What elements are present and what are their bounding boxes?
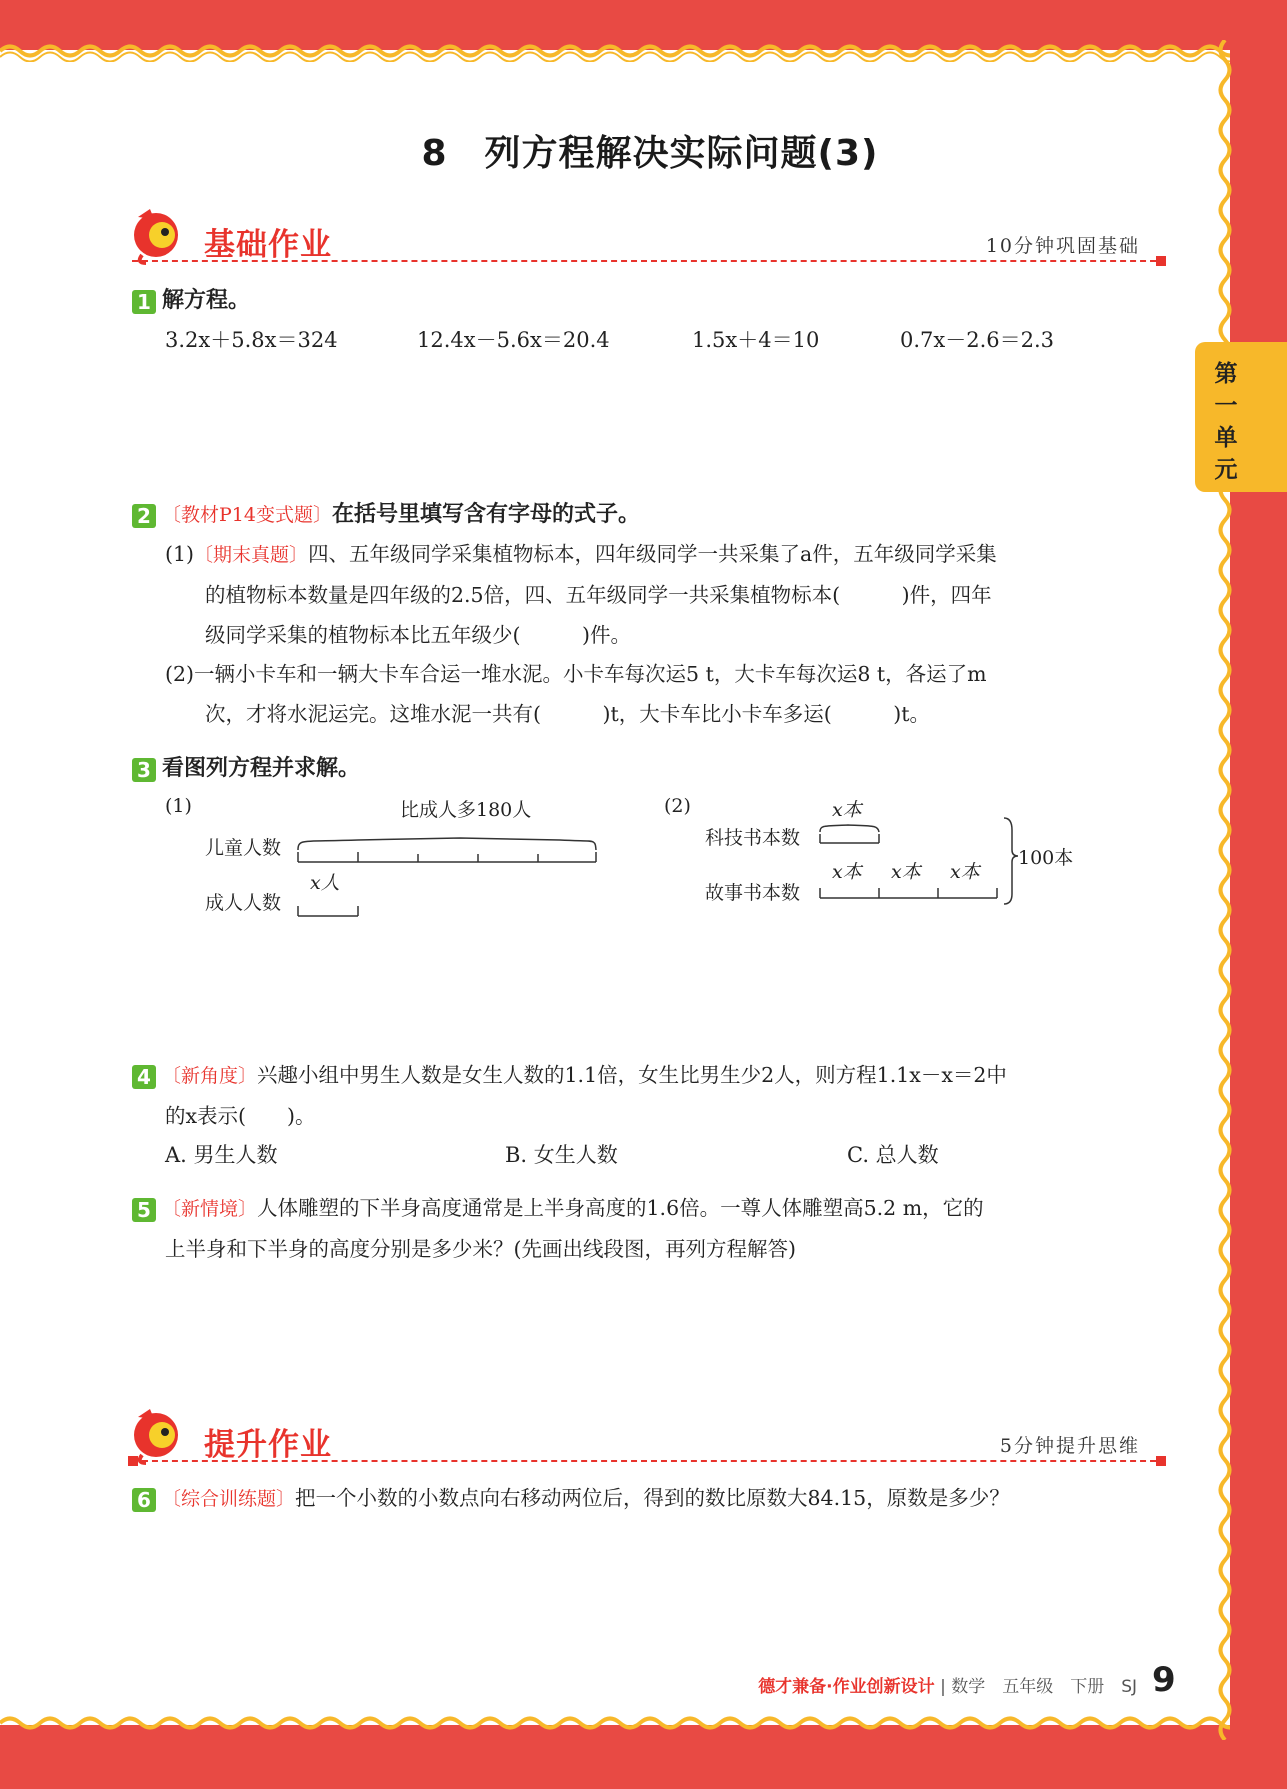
question-text-line-2: 上半身和下半身的高度分别是多少米？(先画出线段图，再列方程解答) <box>165 1237 796 1261</box>
diagram-2-label: (2) <box>664 795 691 817</box>
question-text-line-1: 人体雕塑的下半身高度通常是上半身高度的1.6倍。一尊人体雕塑高5.2 m，它的 <box>257 1196 984 1220</box>
option-c[interactable]: C. 总人数 <box>847 1143 939 1167</box>
question-heading: 在括号里填写含有字母的式子。 <box>331 502 640 527</box>
question-tag: 〔教材P14变式题〕 <box>162 504 332 526</box>
question-1 <box>132 280 250 321</box>
mascot-icon <box>128 205 188 265</box>
question-text: 把一个小数的小数点向右移动两位后，得到的数比原数大84.15，原数是多少？ <box>295 1486 1010 1510</box>
part-text-line-1: (2)一辆小卡车和一辆大卡车合运一堆水泥。小卡车每次运5 t，大卡车每次运8 t，各运了m <box>165 662 987 686</box>
question-number-badge: 6 <box>132 1488 156 1512</box>
section-header-advanced <box>128 1405 1168 1475</box>
right-wave-border <box>1214 40 1236 1740</box>
line-segment-diagram-1 <box>290 820 610 920</box>
question-tag: 〔新情境〕 <box>162 1198 258 1220</box>
part-text-line-2: 次，才将水泥运完。这堆水泥一共有( )t，大卡车比小卡车多运( )t。 <box>205 702 930 726</box>
unit-side-tab-label: 第一单元 <box>1214 361 1238 483</box>
question-number-badge: 5 <box>132 1198 156 1222</box>
question-number-badge: 1 <box>132 290 156 314</box>
equation-4: 0.7x－2.6＝2.3 <box>900 328 1055 352</box>
diagram-2-row-science: 科技书本数 <box>705 827 801 849</box>
section-header-basic <box>128 205 1168 275</box>
question-number-badge: 4 <box>132 1065 156 1089</box>
unit-side-tab <box>1195 342 1287 492</box>
diagram-1-top-note: 比成人多180人 <box>400 799 532 821</box>
question-3 <box>132 748 360 789</box>
part-text-line-3: 级同学采集的植物标本比五年级少( )件。 <box>205 623 631 647</box>
question-2 <box>132 494 640 535</box>
page-number: 9 <box>1152 1660 1176 1700</box>
section-title-advanced: 提升作业 <box>204 1427 332 1463</box>
section-note-basic: 10分钟巩固基础 <box>985 235 1140 257</box>
page-footer <box>758 1672 1137 1697</box>
equation-2: 12.4x－5.6x＝20.4 <box>417 328 610 352</box>
footer-info: | 数学 五年级 下册 SJ <box>940 1677 1137 1697</box>
question-tag: 〔新角度〕 <box>162 1065 258 1087</box>
question-text-line-1: 兴趣小组中男生人数是女生人数的1.1倍，女生比男生少2人，则方程1.1x－x＝2中 <box>257 1063 1007 1087</box>
diagram-1-row-children: 儿童人数 <box>205 837 282 859</box>
top-wave-border <box>0 40 1230 62</box>
diagram-1-label: (1) <box>165 795 192 817</box>
question-tag: 〔综合训练题〕 <box>162 1488 296 1510</box>
question-2-part-2 <box>165 654 1175 734</box>
question-heading: 解方程。 <box>162 288 251 313</box>
diagram-1-row-adults: 成人人数 <box>205 892 282 914</box>
diagram-2-unit-1: x本 <box>832 861 862 883</box>
option-a[interactable]: A. 男生人数 <box>165 1143 278 1167</box>
diagram-2-top-unit: x本 <box>832 799 862 821</box>
diagram-2-unit-2: x本 <box>891 861 921 883</box>
question-tag: 〔期末真题〕 <box>194 544 309 566</box>
diagram-1-unit: x人 <box>310 872 340 894</box>
question-number-badge: 3 <box>132 758 156 782</box>
diagram-2-unit-3: x本 <box>950 861 980 883</box>
page-title: 8 列方程解决实际问题(3) <box>421 133 879 174</box>
diagram-2-total: 100本 <box>1018 847 1074 869</box>
equation-3: 1.5x＋4＝10 <box>692 328 820 352</box>
equation-1: 3.2x＋5.8x＝324 <box>165 328 338 352</box>
divider-end-mark <box>1156 1456 1166 1466</box>
divider-start-mark <box>128 1456 138 1466</box>
question-heading: 看图列方程并求解。 <box>162 756 361 781</box>
question-5 <box>132 1188 1182 1269</box>
divider-end-mark <box>1156 256 1166 266</box>
section-divider <box>132 1460 1166 1462</box>
diagram-2-row-stories: 故事书本数 <box>705 882 801 904</box>
section-title-basic: 基础作业 <box>204 227 332 263</box>
part-label: (1) <box>165 542 195 566</box>
section-divider <box>132 260 1166 262</box>
question-4 <box>132 1055 1182 1136</box>
section-note-advanced: 5分钟提升思维 <box>999 1435 1140 1457</box>
option-b[interactable]: B. 女生人数 <box>505 1143 618 1167</box>
question-2-part-1 <box>165 534 1175 655</box>
question-6 <box>132 1478 1182 1519</box>
part-text-line-1: 四、五年级同学采集植物标本，四年级同学一共采集了a件，五年级同学采集 <box>308 542 997 566</box>
question-number-badge: 2 <box>132 504 156 528</box>
footer-brand: 德才兼备·作业创新设计 <box>758 1677 935 1697</box>
part-text-line-2: 的植物标本数量是四年级的2.5倍，四、五年级同学一共采集植物标本( )件，四年 <box>205 583 992 607</box>
question-text-line-2: 的x表示( )。 <box>165 1104 316 1128</box>
bottom-wave-border <box>0 1712 1230 1734</box>
line-segment-diagram-2 <box>810 810 1020 910</box>
